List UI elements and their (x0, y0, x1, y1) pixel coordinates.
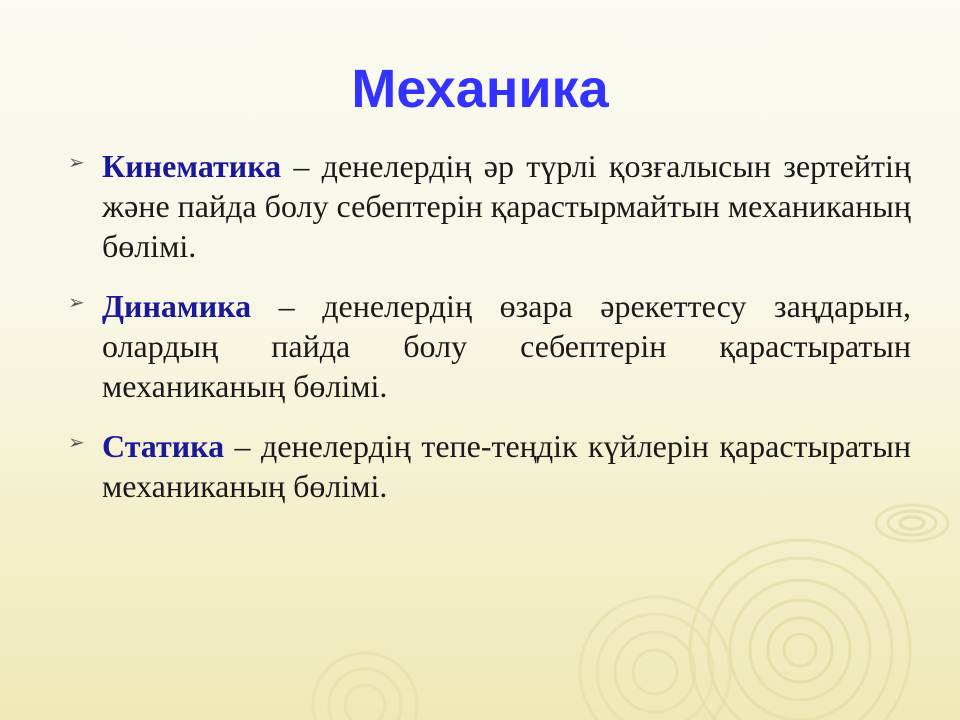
definition-list (68, 146, 911, 526)
list-item-dynamics (68, 286, 911, 406)
slide-title: Механика (351, 59, 609, 119)
arrowhead-bullet-icon: ➢ (68, 430, 85, 454)
list-item-kinematics (68, 146, 911, 266)
definition-kinematics: – денелердің әр түрлі қозғалысын зертейтің және пайда болу себептерін қарастырмайтын механиканың бөлімі. (102, 148, 911, 264)
term-dynamics: Динамика (102, 288, 252, 324)
definition-statics: – денелердің тепе-теңдік күйлерін қарастыратын механиканың бөлімі. (102, 428, 911, 504)
definition-text (102, 146, 911, 266)
definition-dynamics: – денелердің өзара әрекеттесу заңдарын, олардың пайда болу себептерін қарастыратын механиканың бөлімі. (102, 288, 911, 404)
term-statics: Статика (102, 428, 225, 464)
arrowhead-bullet-icon: ➢ (68, 290, 85, 314)
definition-text (102, 426, 911, 506)
list-item-statics (68, 426, 911, 506)
term-kinematics: Кинематика (102, 148, 282, 184)
arrowhead-bullet-icon: ➢ (68, 150, 85, 174)
definition-text (102, 286, 911, 406)
